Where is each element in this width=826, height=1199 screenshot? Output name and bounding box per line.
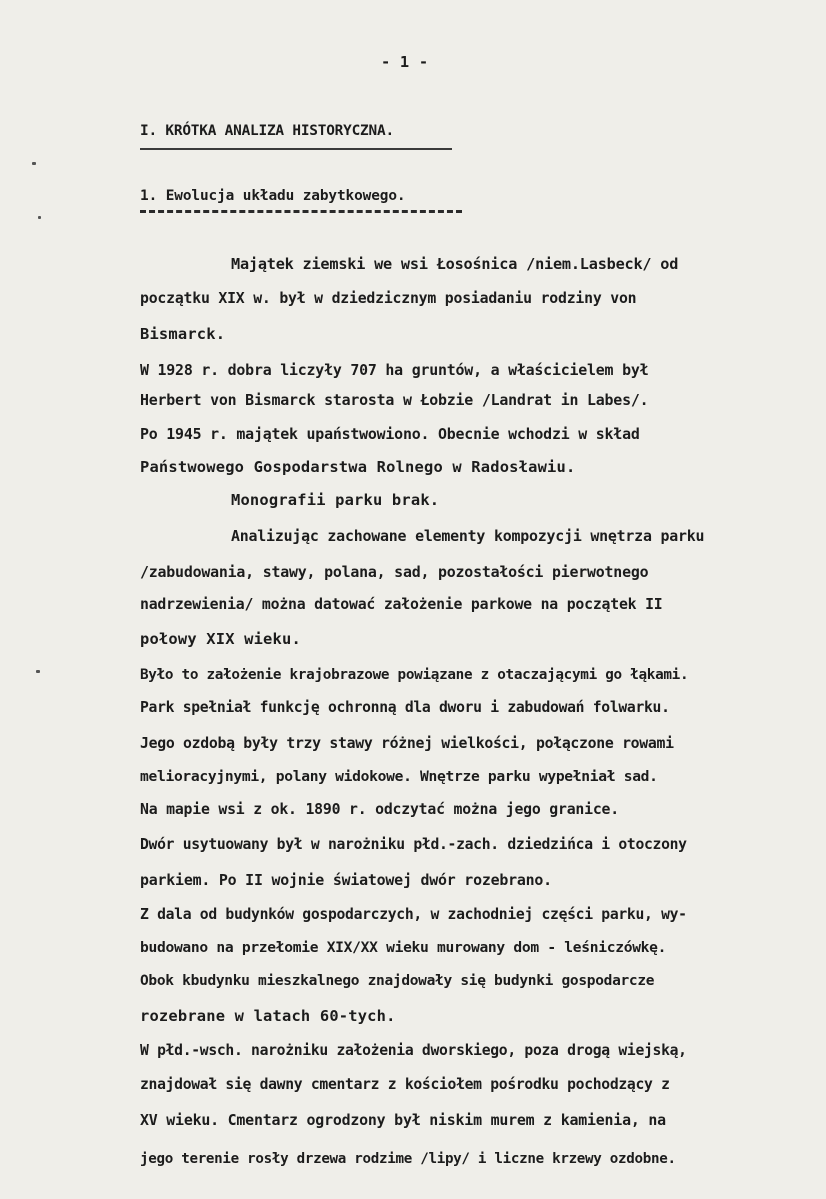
text-line-11: nadrzewienia/ można datować założenie parkowe na początek II bbox=[140, 596, 663, 613]
section-heading: I. KRÓTKA ANALIZA HISTORYCZNA. bbox=[140, 123, 394, 139]
subheading-underline bbox=[140, 210, 462, 213]
text-line-13: Było to założenie krajobrazowe powiązane z otaczającymi go łąkami. bbox=[140, 667, 689, 683]
text-line-17: Na mapie wsi z ok. 1890 r. odczytać można jego granice. bbox=[140, 801, 619, 818]
text-line-14: Park spełniał funkcję ochronną dla dworu i zabudowań folwarku. bbox=[140, 699, 670, 716]
text-line-3: Bismarck. bbox=[140, 325, 226, 343]
text-line-22: Obok kbudynku mieszkalnego znajdowały się budynki gospodarcze bbox=[140, 973, 655, 989]
text-line-27: jego terenie rosły drzewa rodzime /lipy/ i liczne krzewy ozdobne. bbox=[140, 1151, 676, 1167]
text-line-2: początku XIX w. był w dziedzicznym posiadaniu rodziny von bbox=[140, 290, 637, 307]
text-line-10: /zabudowania, stawy, polana, sad, pozostałości pierwotnego bbox=[140, 563, 649, 581]
text-line-25: znajdował się dawny cmentarz z kościołem pośrodku pochodzący z bbox=[140, 1076, 670, 1093]
text-line-4: W 1928 r. dobra liczyły 707 ha gruntów, a właścicielem był bbox=[140, 361, 649, 379]
text-line-12: połowy XIX wieku. bbox=[140, 630, 301, 648]
text-line-26: XV wieku. Cmentarz ogrodzony był niskim murem z kamienia, na bbox=[140, 1111, 666, 1129]
text-line-8: Monografii parku brak. bbox=[231, 491, 440, 509]
text-line-16: melioracyjnymi, polany widokowe. Wnętrze parku wypełniał sad. bbox=[140, 768, 658, 785]
text-line-6: Po 1945 r. majątek upaństwowiono. Obecnie wchodzi w skład bbox=[140, 425, 640, 443]
text-line-15: Jego ozdobą były trzy stawy różnej wielkości, połączone rowami bbox=[140, 735, 674, 752]
page-number: - 1 - bbox=[381, 53, 429, 71]
text-line-20: Z dala od budynków gospodarczych, w zachodniej części parku, wy- bbox=[140, 906, 687, 923]
text-line-7: Państwowego Gospodarstwa Rolnego w Radosławiu. bbox=[140, 458, 576, 476]
text-line-21: budowano na przełomie XIX/XX wieku murowany dom - leśniczówkę. bbox=[140, 939, 667, 956]
text-line-18: Dwór usytuowany był w narożniku płd.-zach. dziedzińca i otoczony bbox=[140, 836, 687, 853]
heading-double-underline bbox=[140, 148, 452, 150]
subsection-heading: 1. Ewolucja układu zabytkowego. bbox=[140, 188, 406, 204]
text-line-24: W płd.-wsch. narożniku założenia dworskiego, poza drogą wiejską, bbox=[140, 1042, 687, 1059]
text-line-23: rozebrane w latach 60-tych. bbox=[140, 1007, 396, 1025]
margin-speck bbox=[36, 670, 40, 673]
text-line-9: Analizując zachowane elementy kompozycji wnętrza parku bbox=[231, 527, 705, 545]
text-line-5: Herbert von Bismarck starosta w Łobzie /Landrat in Labes/. bbox=[140, 391, 649, 409]
text-line-19: parkiem. Po II wojnie światowej dwór rozebrano. bbox=[140, 871, 552, 889]
margin-speck bbox=[38, 216, 41, 219]
margin-speck bbox=[32, 162, 36, 165]
text-line-1: Majątek ziemski we wsi Łosośnica /niem.Lasbeck/ od bbox=[231, 255, 679, 273]
